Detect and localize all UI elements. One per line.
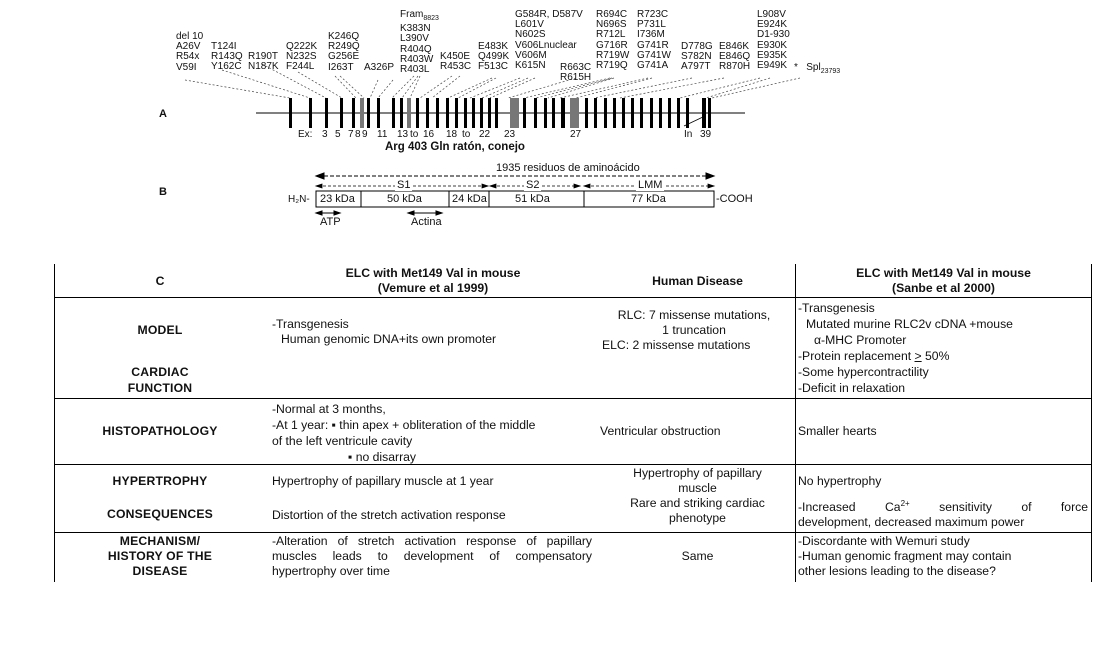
mutation-group: T124I R143Q Y162C bbox=[211, 41, 243, 73]
exon-label: 23 bbox=[504, 129, 516, 140]
row-label-histopathology: HISTOPATHOLOGY bbox=[102, 424, 218, 438]
exon-label: 11 bbox=[377, 129, 388, 140]
exon-bar bbox=[677, 98, 680, 128]
mutation-group: R723C P731L I736M G741R G741W G741A bbox=[637, 9, 671, 72]
panel-a-caption: Arg 403 Gln ratón, conejo bbox=[385, 141, 525, 153]
region-lmm: LMM bbox=[638, 179, 663, 191]
header-col1: ELC with Met149 Val in mouse (Vemure et al 1999) bbox=[345, 266, 521, 295]
mutation-group: G584R, D587V L601V N602S V606Lnuclear V606M K615N bbox=[515, 9, 583, 72]
exon-bar bbox=[523, 98, 526, 128]
mutation-group: R190T N187K bbox=[248, 51, 279, 73]
row-label-function: FUNCTION bbox=[127, 381, 193, 395]
exon-label: to bbox=[410, 129, 419, 140]
exon-label: 18 bbox=[446, 129, 458, 140]
exon-bar bbox=[631, 98, 634, 128]
exon-label: 9 bbox=[362, 129, 368, 140]
exon-bar bbox=[604, 98, 607, 128]
exon-label: 39 bbox=[700, 129, 712, 140]
table-col-divider bbox=[795, 264, 796, 582]
exon-bar bbox=[594, 98, 597, 128]
exon-bar bbox=[622, 98, 625, 128]
exon-bar bbox=[464, 98, 467, 128]
binding-arrows bbox=[316, 211, 442, 215]
exon-bar bbox=[640, 98, 643, 128]
exon-bar bbox=[708, 98, 711, 128]
residues-label: 1935 residuos de aminoácido bbox=[496, 162, 640, 174]
mutation-group: E483K Q499K F513C bbox=[478, 41, 510, 73]
exon-bar bbox=[416, 98, 419, 128]
exon-label: 22 bbox=[479, 129, 491, 140]
table-row-divider bbox=[54, 297, 1092, 298]
exon-bar bbox=[360, 98, 364, 128]
exon-label: 7 bbox=[348, 129, 354, 140]
domain-label: 24 kDa bbox=[452, 193, 487, 205]
exon-bar bbox=[534, 98, 537, 128]
exon-bar bbox=[544, 98, 547, 128]
domain-label: 77 kDa bbox=[631, 193, 666, 205]
hypertrophy-col3: No hypertrophy bbox=[798, 474, 882, 488]
histopathology-col3: Smaller hearts bbox=[798, 424, 877, 438]
hypertrophy-col1: Hypertrophy of papillary muscle at 1 year bbox=[272, 474, 494, 488]
exon-bar bbox=[495, 98, 498, 128]
histopathology-col1: -Normal at 3 months, -At 1 year: ▪ thin apex + obliteration of the middle of the left ventricule cavity ▪ no disarray bbox=[272, 402, 536, 464]
row-label-cardiac: CARDIAC bbox=[131, 365, 189, 379]
table-row-divider bbox=[54, 532, 1092, 533]
exon-bar bbox=[367, 98, 370, 128]
mechanism-col3: -Discordante with Wemuri study -Human genomic fragment may contain other lesions leading to the disease? bbox=[798, 534, 1012, 578]
exon-bar bbox=[407, 98, 411, 128]
mechanism-col1: -Alteration of stretch activation response of papillary muscles leads to development of compensatory hypertrophy over time bbox=[272, 534, 592, 578]
exon-bar bbox=[352, 98, 355, 128]
mutation-group: * Spl$_{23793}$ bbox=[794, 62, 841, 75]
table-border-right bbox=[1091, 264, 1092, 582]
mutation-group: del 10 A26V R54x V59I bbox=[176, 31, 204, 73]
exon-label: 5 bbox=[335, 129, 341, 140]
mutation-group: A326P bbox=[364, 62, 395, 73]
exon-label: In bbox=[684, 129, 693, 140]
exon-label: 3 bbox=[322, 129, 328, 140]
header-col2: Human Disease bbox=[652, 274, 743, 288]
hypertrophy-col2: Hypertrophy of papillary muscle Rare and striking cardiac phenotype bbox=[630, 466, 765, 525]
histopathology-col2: Ventricular obstruction bbox=[600, 424, 721, 438]
comparison-table bbox=[54, 264, 1092, 582]
exon-label: 16 bbox=[423, 129, 435, 140]
exon-bar bbox=[650, 98, 653, 128]
exon-bar bbox=[702, 98, 706, 128]
table-row-divider bbox=[54, 398, 1092, 399]
exon-label: 8 bbox=[355, 129, 361, 140]
exon-prefix: Ex: bbox=[298, 129, 313, 140]
exon-label: to bbox=[462, 129, 471, 140]
panel-a-label: A bbox=[159, 108, 167, 120]
domain-label: 50 kDa bbox=[387, 193, 422, 205]
exon-label: 13 bbox=[397, 129, 409, 140]
consequences-col3: -Increased $Ca^{2+}$ sensitivity of force development, decreased maximum power bbox=[798, 498, 1089, 529]
c-terminus: -COOH bbox=[716, 193, 753, 205]
domain-label: 23 kDa bbox=[320, 193, 355, 205]
mutation-group: R663C R615H bbox=[560, 62, 592, 84]
model-col3: -Transgenesis Mutated murine RLC2v cDNA +mouse α-MHC Promoter -Protein replacement > 50% -Some hypercontractility -Deficit in relaxation bbox=[798, 301, 1013, 395]
model-col1: -Transgenesis Human genomic DNA+its own promoter bbox=[272, 317, 497, 346]
mutation-group: L908V E924K D1-930 E930K E935K E949K bbox=[757, 9, 790, 72]
row-label-mechanism: MECHANISM/ HISTORY OF THE DISEASE bbox=[107, 534, 213, 578]
n-terminus: H₂N- bbox=[288, 194, 310, 205]
exon-bar bbox=[561, 98, 565, 128]
mutation-group: D778G S782N A797T bbox=[681, 41, 713, 73]
exon-bar bbox=[392, 98, 395, 128]
exon-bar bbox=[668, 98, 671, 128]
exon-bar bbox=[400, 98, 403, 128]
region-s2: S2 bbox=[526, 179, 540, 191]
mutation-group: Fram$_{8823}$ K383N L390V R404Q R403W R403L bbox=[400, 9, 439, 76]
exon-bar bbox=[289, 98, 292, 128]
exon-bar bbox=[472, 98, 475, 128]
exon-bar bbox=[488, 98, 491, 128]
exon-label: 27 bbox=[570, 129, 582, 140]
row-label-consequences: CONSEQUENCES bbox=[106, 507, 213, 521]
mutation-group: K246Q R249Q G256E I263T bbox=[328, 31, 360, 73]
model-col2: RLC: 7 missense mutations, 1 truncation ELC: 2 missense mutations bbox=[602, 308, 771, 352]
actin-label: Actina bbox=[411, 216, 442, 228]
mutation-group: R694C N696S R712L G716R R719W R719Q bbox=[596, 9, 630, 72]
exon-bar bbox=[552, 98, 555, 128]
exon-bar bbox=[446, 98, 449, 128]
exon-bar bbox=[436, 98, 439, 128]
panel-b-label: B bbox=[159, 186, 167, 198]
exon-bar bbox=[510, 98, 519, 128]
region-s1: S1 bbox=[397, 179, 411, 191]
exon-bar bbox=[377, 98, 380, 128]
exon-bar bbox=[613, 98, 616, 128]
exon-bar bbox=[455, 98, 458, 128]
exon-bar bbox=[309, 98, 312, 128]
atp-label: ATP bbox=[320, 216, 341, 228]
row-label-hypertrophy: HYPERTROPHY bbox=[112, 474, 208, 488]
exon-bar bbox=[585, 98, 588, 128]
exon-bar bbox=[426, 98, 429, 128]
mutation-group: Q222K N232S F244L bbox=[286, 41, 318, 73]
header-col3: ELC with Met149 Val in mouse (Sanbe et al 2000) bbox=[856, 266, 1031, 295]
table-corner-label: C bbox=[155, 274, 165, 288]
domain-label: 51 kDa bbox=[515, 193, 550, 205]
exon-bar bbox=[325, 98, 328, 128]
exon-bar bbox=[570, 98, 579, 128]
exon-bar bbox=[340, 98, 343, 128]
mutation-group: E846K E846Q R870H bbox=[719, 41, 751, 73]
row-label-model: MODEL bbox=[137, 323, 183, 337]
exon-bar bbox=[480, 98, 483, 128]
consequences-col1: Distortion of the stretch activation response bbox=[272, 508, 506, 522]
mutation-group: K450E R453C bbox=[440, 51, 472, 73]
exon-bar bbox=[659, 98, 662, 128]
mechanism-col2: Same bbox=[681, 549, 714, 563]
